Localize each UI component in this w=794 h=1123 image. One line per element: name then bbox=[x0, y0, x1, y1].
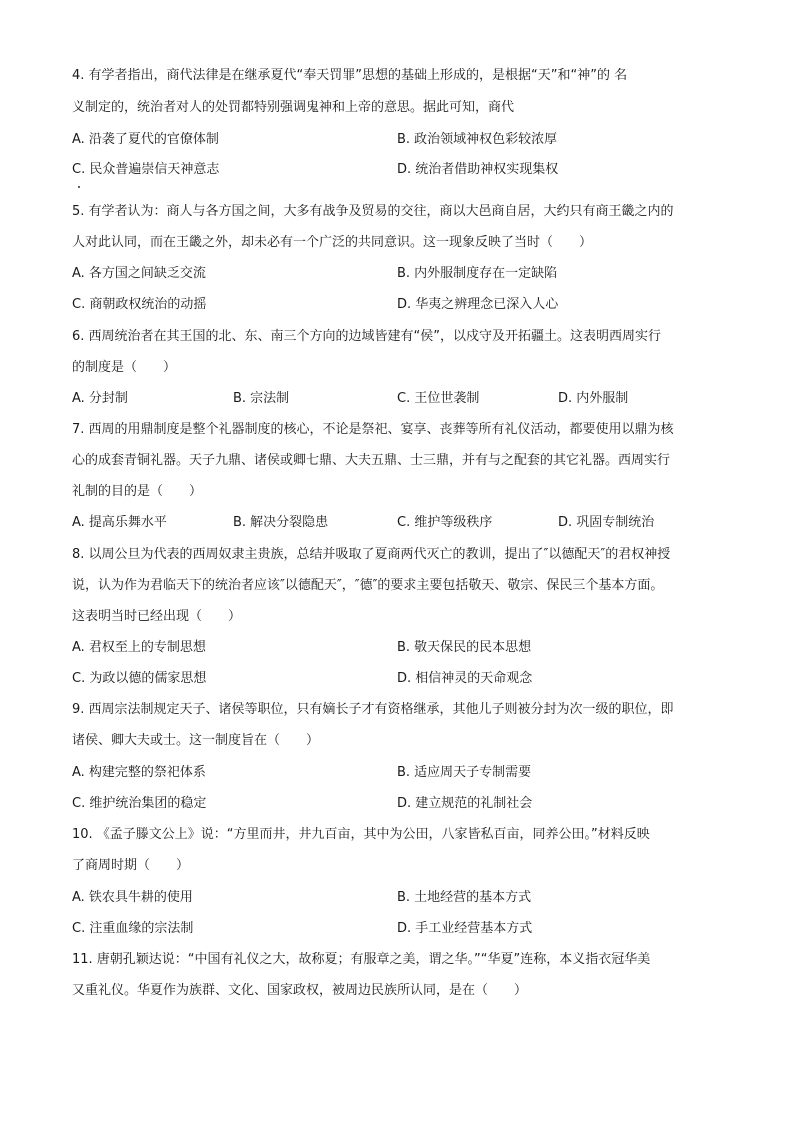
question-8-option-b: B. 敬天保民的民本思想 bbox=[397, 640, 532, 655]
question-10-stem-line-1: 10. 《孟子滕文公上》说：“方里而井，井九百亩，其中为公田，八家皆私百亩，同养公田。”材料反映 bbox=[72, 827, 650, 842]
question-6-stem-line-2: 的制度是（ ） bbox=[72, 360, 177, 375]
question-7-stem-line-1: 7. 西周的用鼎制度是整个礼器制度的核心，不论是祭祀、宴享、丧葬等所有礼仪活动，都要使用以鼎为核 bbox=[72, 422, 674, 437]
question-8-option-a: A. 君权至上的专制思想 bbox=[72, 640, 206, 655]
question-9-option-a: A. 构建完整的祭祀体系 bbox=[72, 765, 206, 780]
question-9-option-c: C. 维护统治集团的稳定 bbox=[72, 796, 207, 811]
question-10-option-a: A. 铁农具牛耕的使用 bbox=[72, 890, 193, 905]
question-5-stem-line-1: 5. 有学者认为：商人与各方国之间，大多有战争及贸易的交往，商以大邑商自居，大约只有商王畿之内的 bbox=[72, 204, 674, 219]
question-4-stem-line-1: 4. 有学者指出，商代法律是在继承夏代“奉天罚罪”思想的基础上形成的，是根据“天”和“神”的 名 bbox=[72, 68, 628, 83]
question-8-stem-line-1: 8. 以周公旦为代表的西周奴隶主贵族，总结并吸取了夏商两代灭亡的教训，提出了″以德配天″的君权神授 bbox=[72, 547, 671, 562]
question-5-option-c: C. 商朝政权统治的动摇 bbox=[72, 297, 207, 312]
question-9-option-b: B. 适应周天子专制需要 bbox=[397, 765, 532, 780]
question-11-stem-line-2: 又重礼仪。华夏作为族群、文化、国家政权，被周边民族所认同，是在（ ） bbox=[72, 983, 528, 998]
question-4-stem-line-2: 义制定的，统治者对人的处罚都特别强调鬼神和上帝的意思。据此可知，商代 bbox=[72, 100, 515, 115]
question-5-option-d: D. 华夷之辨理念已深入人心 bbox=[397, 297, 559, 312]
question-6-option-d: D. 内外服制 bbox=[558, 391, 629, 406]
question-6-option-b: B. 宗法制 bbox=[233, 391, 290, 406]
stray-mark bbox=[78, 186, 80, 188]
question-7-option-c: C. 维护等级秩序 bbox=[397, 515, 493, 530]
question-8-stem-line-3: 这表明当时已经出现（ ） bbox=[72, 609, 242, 624]
question-4-option-a: A. 沿袭了夏代的官僚体制 bbox=[72, 132, 219, 147]
question-10-option-b: B. 土地经营的基本方式 bbox=[397, 890, 532, 905]
question-5-option-b: B. 内外服制度存在一定缺陷 bbox=[397, 266, 558, 281]
question-6-stem-line-1: 6. 西周统治者在其王国的北、东、南三个方向的边域皆建有“侯”，以戍守及开拓疆土。这表明西周实行 bbox=[72, 329, 662, 344]
question-10-option-c: C. 注重血缘的宗法制 bbox=[72, 921, 194, 936]
question-8-option-c: C. 为政以德的儒家思想 bbox=[72, 671, 207, 686]
question-7-stem-line-3: 礼制的目的是（ ） bbox=[72, 484, 203, 499]
question-4-option-b: B. 政治领域神权色彩较浓厚 bbox=[397, 132, 558, 147]
question-9-stem-line-1: 9. 西周宗法制规定天子、诸侯等职位，只有嫡长子才有资格继承，其他儿子则被分封为次一级的职位，即 bbox=[72, 702, 674, 717]
question-7-option-d: D. 巩固专制统治 bbox=[558, 515, 655, 530]
question-8-stem-line-2: 说，认为作为君临天下的统治者应该″以德配天″，″德″的要求主要包括敬天、敬宗、保民三个基本方面。 bbox=[72, 578, 664, 593]
question-7-option-a: A. 提高乐舞水平 bbox=[72, 515, 167, 530]
question-7-option-b: B. 解决分裂隐患 bbox=[233, 515, 329, 530]
question-4-option-c: C. 民众普遍崇信天神意志 bbox=[72, 162, 220, 177]
question-5-stem-line-2: 人对此认同，而在王畿之外，却未必有一个广泛的共同意识。这一现象反映了当时（ ） bbox=[72, 235, 593, 250]
question-8-option-d: D. 相信神灵的天命观念 bbox=[397, 671, 533, 686]
question-4-option-d: D. 统治者借助神权实现集权 bbox=[397, 162, 559, 177]
question-6-option-c: C. 王位世袭制 bbox=[397, 391, 480, 406]
question-10-stem-line-2: 了商周时期（ ） bbox=[72, 858, 190, 873]
question-11-stem-line-1: 11. 唐朝孔颖达说：“中国有礼仪之大，故称夏；有服章之美，谓之华。”“华夏”连称，本义指衣冠华美 bbox=[72, 952, 651, 967]
question-10-option-d: D. 手工业经营基本方式 bbox=[397, 921, 533, 936]
question-7-stem-line-2: 心的成套青铜礼器。天子九鼎、诸侯或卿七鼎、大夫五鼎、士三鼎，并有与之配套的其它礼器。西周实行 bbox=[72, 453, 671, 468]
question-5-option-a: A. 各方国之间缺乏交流 bbox=[72, 266, 206, 281]
question-9-option-d: D. 建立规范的礼制社会 bbox=[397, 796, 533, 811]
question-9-stem-line-2: 诸侯、卿大夫或士。这一制度旨在（ ） bbox=[72, 733, 320, 748]
question-6-option-a: A. 分封制 bbox=[72, 391, 128, 406]
